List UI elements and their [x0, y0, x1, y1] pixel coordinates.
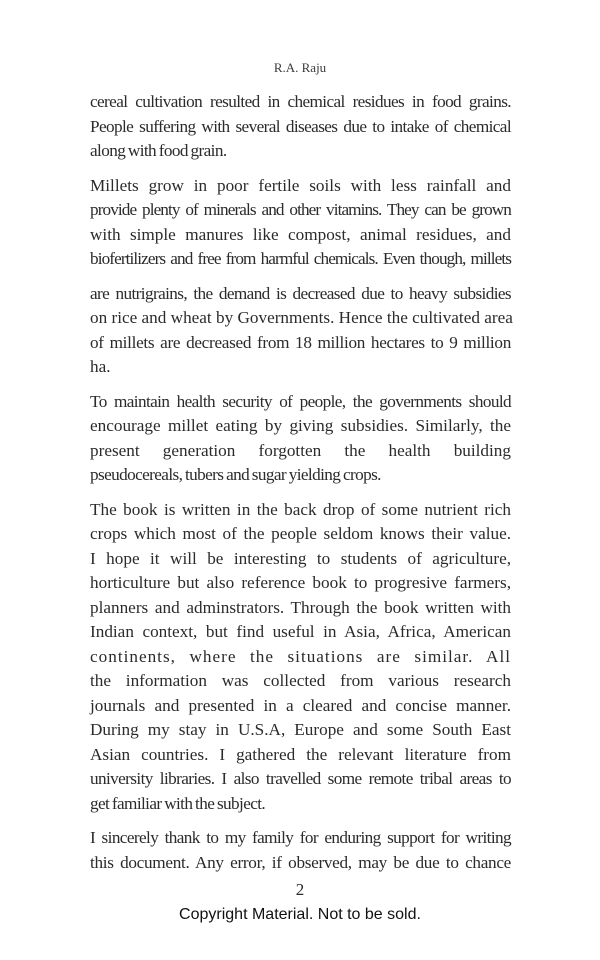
text-line: the information was collected from various research — [90, 671, 511, 690]
text-line: People suffering with several diseases due to intake of chemical — [90, 116, 511, 136]
text-line: planners and adminstrators. Through the book written with — [90, 597, 511, 617]
text-line: Asian countries. I gathered the relevant literature from — [90, 744, 511, 764]
text-line: along with food grain. — [90, 141, 227, 160]
page-number: 2 — [295, 880, 305, 899]
text-line: I sincerely thank to my family for enduring support for writing — [90, 828, 511, 847]
paragraph-4 — [90, 498, 511, 817]
text-line: provide plenty of minerals and other vitamins. They can be grown — [90, 200, 511, 219]
text-line: horticulture but also reference book to progresive farmers, — [90, 573, 511, 592]
text-line: The book is written in the back drop of some nutrient rich — [90, 499, 511, 519]
paragraph-3 — [90, 390, 511, 488]
text-line: crops which most of the people seldom knows their value. — [90, 524, 511, 543]
text-line: cereal cultivation resulted in chemical residues in food grains. — [90, 92, 511, 111]
text-line: To maintain health security of people, the governments should — [90, 391, 511, 411]
text-line: of millets are decreased from 18 million hectares to 9 million — [90, 332, 511, 352]
text-line: pseudocereals, tubers and sugar yielding crops. — [90, 465, 381, 484]
running-head: R.A. Raju — [273, 60, 327, 75]
text-line: I hope it will be interesting to students of agriculture, — [90, 548, 511, 568]
text-line: this document. Any error, if observed, may be due to chance — [90, 852, 511, 872]
copyright-notice: Copyright Material. Not to be sold. — [179, 906, 421, 923]
text-line: on rice and wheat by Governments. Hence the cultivated area — [90, 308, 513, 327]
paragraph-2 — [90, 174, 511, 380]
text-line: Indian context, but find useful in Asia, Africa, American — [90, 622, 511, 641]
paragraph-1 — [90, 90, 511, 164]
text-line: Millets grow in poor fertile soils with less rainfall and — [90, 175, 511, 195]
text-line: present generation forgotten the health building — [90, 440, 511, 460]
body-text — [90, 90, 511, 885]
text-line: continents, where the situations are similar. All — [90, 646, 511, 666]
text-line: During my stay in U.S.A, Europe and some South East — [90, 720, 511, 739]
text-line: ha. — [90, 357, 111, 376]
text-line: journals and presented in a cleared and concise manner. — [90, 695, 511, 715]
text-line: are nutrigrains, the demand is decreased due to heavy subsidies — [90, 283, 511, 303]
text-line: biofertilizers and free from harmful chemicals. Even though, millets — [90, 249, 511, 268]
paragraph-5 — [90, 826, 511, 875]
text-line: university libraries. I also travelled some remote tribal areas to — [90, 769, 511, 788]
text-line: get familiar with the subject. — [90, 793, 266, 813]
text-line: with simple manures like compost, animal residues, and — [90, 224, 511, 244]
text-line: encourage millet eating by giving subsidies. Similarly, the — [90, 416, 511, 435]
